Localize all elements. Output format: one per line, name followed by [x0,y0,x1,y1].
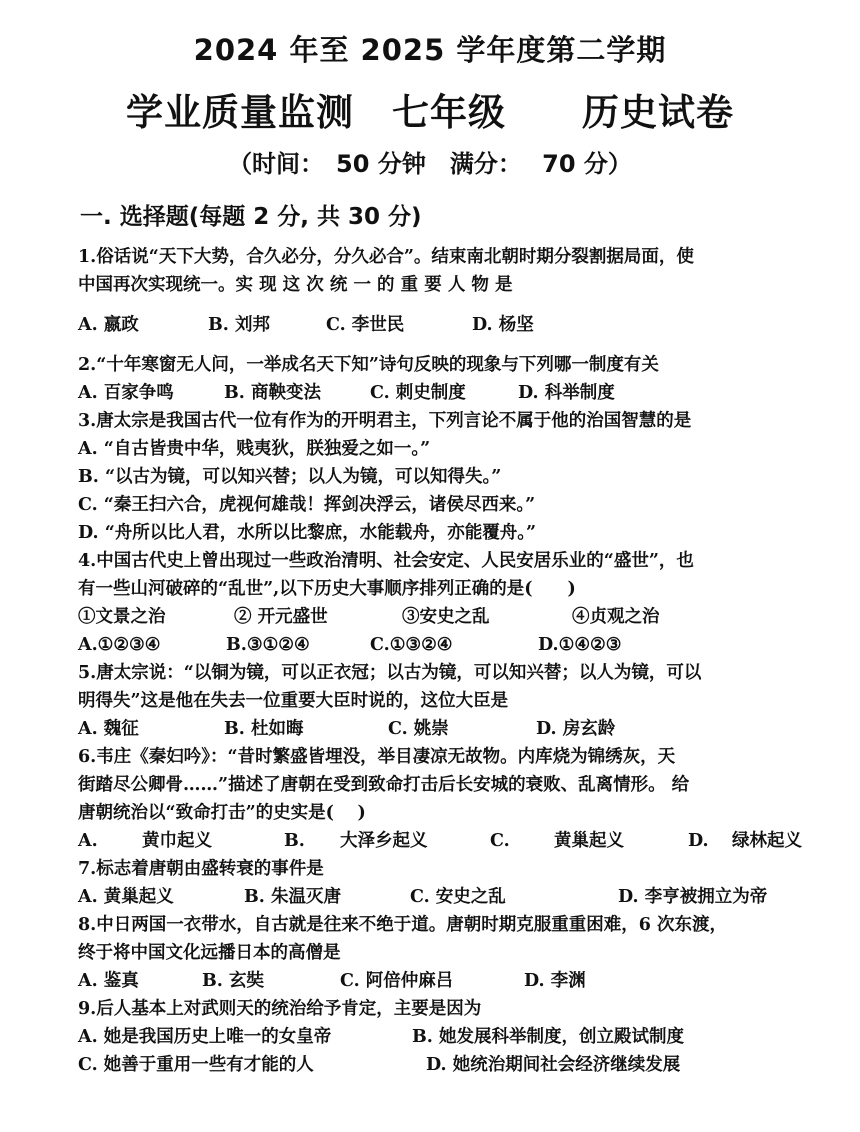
exam-term-title: 2024 年至 2025 学年度第二学期 [193,33,667,67]
q9-option-a: A. 她是我国历史上唯一的女皇帝 [78,1027,332,1047]
q6-option-d-key: D. [688,831,709,851]
q6-options [78,827,830,855]
q5-option-d: D. 房玄龄 [536,719,616,739]
q7-option-b: B. 朱温灭唐 [244,887,341,907]
q6-stem-line2: 街踏尽公卿骨……”描述了唐朝在受到致命打击后长安城的衰败、乱离情形。 给 [78,775,690,795]
section-title: 一. 选择题(每题 2 分, 共 30 分) [80,204,422,230]
exam-main-title: 学业质量监测 七年级 历史试卷 [126,91,734,134]
q3-option-d: D. “舟所以比人君，水所以比黎庶，水能载舟，亦能覆舟。” [78,523,537,543]
q9-option-c: C. 她善于重用一些有才能的人 [78,1055,314,1075]
q4-event-1: ①文景之治 [78,607,166,627]
q1-option-b: B. 刘邦 [208,315,270,335]
q6-option-c: 黄巢起义 [554,831,624,851]
q8-stem-line2: 终于将中国文化远播日本的高僧是 [78,943,341,963]
q1-option-a: A. 嬴政 [78,315,139,335]
q4-event-2: ② 开元盛世 [234,607,328,627]
q5-option-c: C. 姚崇 [388,719,449,739]
q9-option-b: B. 她发展科举制度，创立殿试制度 [412,1027,684,1047]
q2-stem-line1: 2.“十年寒窗无人问，一举成名天下知”诗句反映的现象与下列哪一制度有关 [78,355,659,375]
q5-option-b: B. 杜如晦 [224,719,304,739]
q1-stem-line2: 中国再次实现统一。实 现 这 次 统 一 的 重 要 人 物 是 [78,275,513,295]
q3-option-a: A. “自古皆贵中华，贱夷狄，朕独爱之如一。” [78,439,431,459]
q4-event-3: ③安史之乱 [402,607,490,627]
q8-option-a: A. 鉴真 [78,971,139,991]
q8-stem-line1: 8.中日两国一衣带水，自古就是往来不绝于道。唐朝时期克服重重困难，6 次东渡， [78,915,728,935]
q3-option-c: C. “秦王扫六合，虎视何雄哉！挥剑决浮云，诸侯尽西来。” [78,495,536,515]
q9-option-d: D. 她统治期间社会经济继续发展 [426,1055,681,1075]
q7-option-d: D. 李亨被拥立为帝 [618,887,768,907]
q8-options [78,967,830,995]
q3-option-b: B. “以古为镜，可以知兴替；以人为镜，可以知得失。” [78,467,502,487]
q2-option-d: D. 科举制度 [518,383,615,403]
exam-time-score: （时间： 50 分钟 满分： 70 分） [228,150,632,178]
q9-options-row2 [78,1051,830,1079]
q3-stem-line1: 3.唐太宗是我国古代一位有作为的开明君主，下列言论不属于他的治国智慧的是 [78,411,692,431]
q2-option-a: A. 百家争鸣 [78,383,174,403]
q5-options [78,715,830,743]
q7-options [78,883,830,911]
q6-option-c-key: C. [490,831,510,851]
q1-stem-line1: 1.俗话说“天下大势，合久必分，分久必合”。结束南北朝时期分裂割据局面，使 [78,247,694,267]
q7-option-a: A. 黄巢起义 [78,887,174,907]
q1-option-d: D. 杨坚 [472,315,534,335]
q4-stem-line1: 4.中国古代史上曾出现过一些政治清明、社会安定、人民安居乐业的“盛世”，也 [78,551,694,571]
q5-stem-line2: 明得失”这是他在失去一位重要大臣时说的，这位大臣是 [78,691,509,711]
q6-option-a: 黄巾起义 [142,831,212,851]
q2-option-b: B. 商鞅变法 [224,383,321,403]
q7-option-c: C. 安史之乱 [410,887,506,907]
q8-option-c: C. 阿倍仲麻吕 [340,971,454,991]
q6-option-a-key: A. [78,831,98,851]
q4-option-d: D.①④②③ [538,635,622,655]
q5-stem-line1: 5.唐太宗说：“以铜为镜，可以正衣冠；以古为镜，可以知兴替；以人为镜，可以 [78,663,702,683]
q9-options-row1 [78,1023,830,1051]
q4-stem-line2: 有一些山河破碎的“乱世”,以下历史大事顺序排列正确的是( ) [78,579,576,599]
q4-events [78,603,830,631]
q4-option-b: B.③①②④ [226,635,310,655]
q6-option-b-key: B. [284,831,305,851]
q8-option-d: D. 李渊 [524,971,586,991]
q7-stem-line1: 7.标志着唐朝由盛转衰的事件是 [78,859,324,879]
q4-options [78,631,830,659]
q2-option-c: C. 刺史制度 [370,383,466,403]
q5-option-a: A. 魏征 [78,719,139,739]
q2-options [78,379,830,407]
q4-option-c: C.①③②④ [370,635,453,655]
q1-options [78,311,830,339]
q4-event-4: ④贞观之治 [572,607,660,627]
q8-option-b: B. 玄奘 [202,971,264,991]
question-list [78,243,830,1079]
q9-stem-line1: 9.后人基本上对武则天的统治给予肯定，主要是因为 [78,999,482,1019]
q6-stem-line3: 唐朝统治以“致命打击”的史实是( ) [78,803,366,823]
q6-option-b: 大泽乡起义 [340,831,428,851]
q6-option-d: 绿林起义 [732,831,802,851]
q6-stem-line1: 6.韦庄《秦妇吟》：“昔时繁盛皆埋没，举目凄凉无故物。内库烧为锦绣灰，天 [78,747,676,767]
q4-option-a: A.①②③④ [78,635,161,655]
q1-option-c: C. 李世民 [326,315,405,335]
